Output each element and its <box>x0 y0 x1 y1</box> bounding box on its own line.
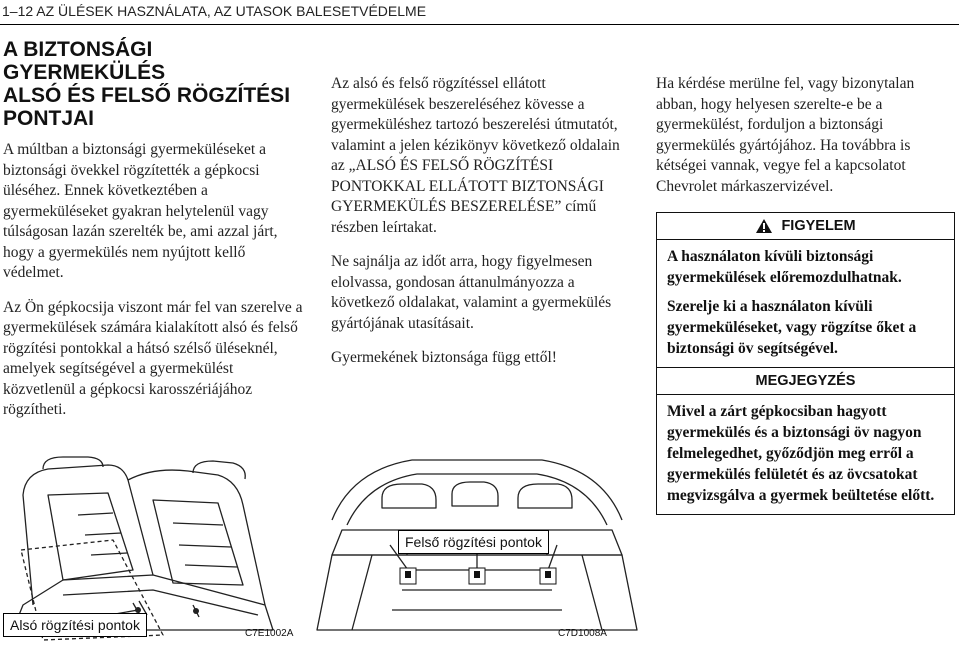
warning-text-2: Szerelje ki a használaton kívüli gyermeküléseket, vagy rögzítse őket a biztonsági öv segítségével. <box>667 298 917 357</box>
warning-text-1: A használaton kívüli biztonsági gyermekülések előremozdulhatnak. <box>667 248 902 286</box>
figure-1-code: C7E1002A <box>245 628 294 639</box>
section-title-line-3: PONTJAI <box>3 107 95 130</box>
note-title: MEGJEGYZÉS <box>755 373 856 389</box>
header-rule <box>0 24 959 25</box>
note-box <box>656 367 955 515</box>
section-title-line-2: ALSÓ ÉS FELSŐ RÖGZÍTÉSI <box>3 84 291 107</box>
figure-lower-anchors <box>3 455 294 643</box>
column-1 <box>3 38 303 435</box>
paragraph-history: A múltban a biztonsági gyermeküléseket a biztonsági övekkel rögzítették a gépkocsi üléséhez. Ennek következtében a gyermeküléseket gyakran helytelenül vagy túlságosan lazán szerelték be, ami azzal járt, hogy a gyermekülés nem nyújtott kellő védelmet. <box>3 141 278 281</box>
figure-2-label: Felső rögzítési pontok <box>398 530 549 554</box>
paragraph-installation: Az alsó és felső rögzítéssel ellátott gyermekülések beszereléséhez kövesse a gyermeküléshez tartozó beszerelési útmutatót, valamint a jelen kézikönyv következő oldalain az „ALSÓ ÉS FELSŐ RÖGZÍTÉSI PONTOKKAL ELLÁTOTT BIZTONSÁGI GYERMEKÜLÉS BESZERELÉSE” című részben leírtakat. <box>331 75 620 236</box>
note-text: Mivel a zárt gépkocsiban hagyott gyermekülés és a biztonsági öv nagyon felmelegedhet, győződjön meg erről a gyermekülés felületét és az övcsatokat megvizsgálva a gyermek beültetése előtt. <box>667 403 935 504</box>
warning-header <box>657 213 954 240</box>
warning-box <box>656 212 955 368</box>
column-3 <box>656 74 956 211</box>
figure-1-label: Alsó rögzítési pontok <box>3 613 147 637</box>
warning-triangle-icon <box>755 218 773 234</box>
page-header: 1–12 AZ ÜLÉSEK HASZNÁLATA, AZ UTASOK BALESETVÉDELME <box>2 3 427 19</box>
warning-title: FIGYELEM <box>781 218 856 234</box>
figure-upper-anchors <box>312 450 642 646</box>
paragraph-anchors: Az Ön gépkocsija viszont már fel van szerelve a gyermekülések számára kialakított alsó és felső rögzítési pontokkal a hátsó szélső üléseknél, amelyek segítségével a gyermekülést közvetlenül a gépkocsi karosszériájához rögzítheti. <box>3 298 303 418</box>
paragraph-safety: Gyermekének biztonsága függ ettől! <box>331 349 557 366</box>
column-2 <box>331 74 621 383</box>
paragraph-questions: Ha kérdése merülne fel, vagy bizonytalan abban, hogy helyesen szerelte-e be a gyermekülést, forduljon a biztonsági gyermekülés gyártójához. Ha továbbra is kétségei vannak, vegye fel a kapcsolatot Chevrolet márkaszervizével. <box>656 75 915 195</box>
note-header <box>657 368 954 395</box>
paragraph-read-carefully: Ne sajnálja az időt arra, hogy figyelmesen elolvassa, gondosan áttanulmányozza a következő oldalakat, valamint a gyermekülés gyártójának utasításait. <box>331 253 612 332</box>
section-title <box>3 38 303 130</box>
figure-2-code: C7D1008A <box>558 628 607 639</box>
section-title-line-1: A BIZTONSÁGI GYERMEKÜLÉS <box>3 38 166 84</box>
